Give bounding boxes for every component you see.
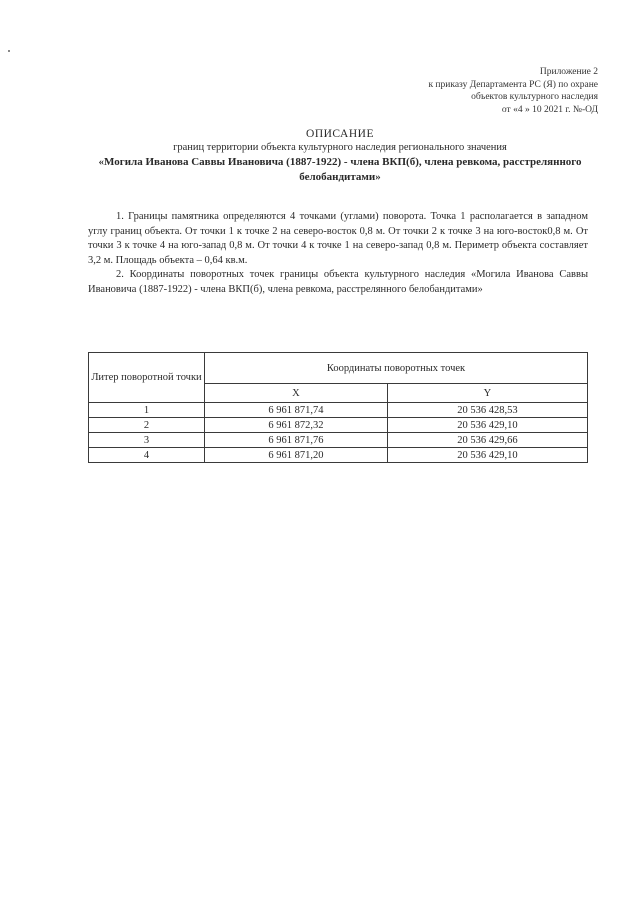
appendix-line-1: Приложение 2 [539,67,598,77]
cell-point: 1 [89,403,205,418]
cell-x: 6 961 871,76 [205,433,388,448]
table-row [89,418,588,433]
header-liter: Литер поворотной точки [89,353,205,403]
title-block [80,128,600,185]
scan-speck [8,50,10,52]
appendix-line-4: от «4 » 10 2021 г. №-ОД [501,104,598,115]
table-row [89,448,588,463]
appendix-line-3: объектов культурного наследия [471,92,598,102]
table-row [89,433,588,448]
cell-y: 20 536 429,10 [387,448,587,463]
cell-point: 4 [89,448,205,463]
table-row [89,403,588,418]
paragraph-boundaries: 1. Границы памятника определяются 4 точками (углами) поворота. Точка 1 располагается в западном углу границ объекта. От точки 1 к точке 2 на северо-восток 0,8 м. От точки 2 к точке 3 на юго-восток0,8 м. От точки 3 к точке 4 на юго-запад 0,8 м. От точки 4 к точке 1 на северо-запад 0,8 м. Периметр объекта составляет 3,2 м. Площадь объекта – 0,64 кв.м. [88,211,588,266]
cell-y: 20 536 429,10 [387,418,587,433]
appendix-note [348,66,598,116]
description-body [88,210,588,297]
object-name: «Могила Иванова Саввы Ивановича (1887-1922) - члена ВКП(б), члена ревкома, расстрелянного белобандитами» [98,156,582,183]
cell-point: 3 [89,433,205,448]
document-title: ОПИСАНИЕ [306,128,374,140]
header-x: X [205,384,388,403]
appendix-line-2: к приказу Департамента РС (Я) по охране [428,79,598,90]
cell-x: 6 961 872,32 [205,418,388,433]
cell-x: 6 961 871,20 [205,448,388,463]
paragraph-coordinates-intro: 2. Координаты поворотных точек границы объекта культурного наследия «Могила Иванова Саввы Ивановича (1887-1922) - члена ВКП(б), члена ревкома, расстрелянного белобандитами» [88,269,588,295]
header-coordinates: Координаты поворотных точек [205,353,588,384]
coordinates-table [88,352,588,463]
cell-y: 20 536 429,66 [387,433,587,448]
cell-x: 6 961 871,74 [205,403,388,418]
cell-y: 20 536 428,53 [387,403,587,418]
header-y: Y [387,384,587,403]
document-subtitle: границ территории объекта культурного наследия регионального значения [173,142,507,153]
cell-point: 2 [89,418,205,433]
